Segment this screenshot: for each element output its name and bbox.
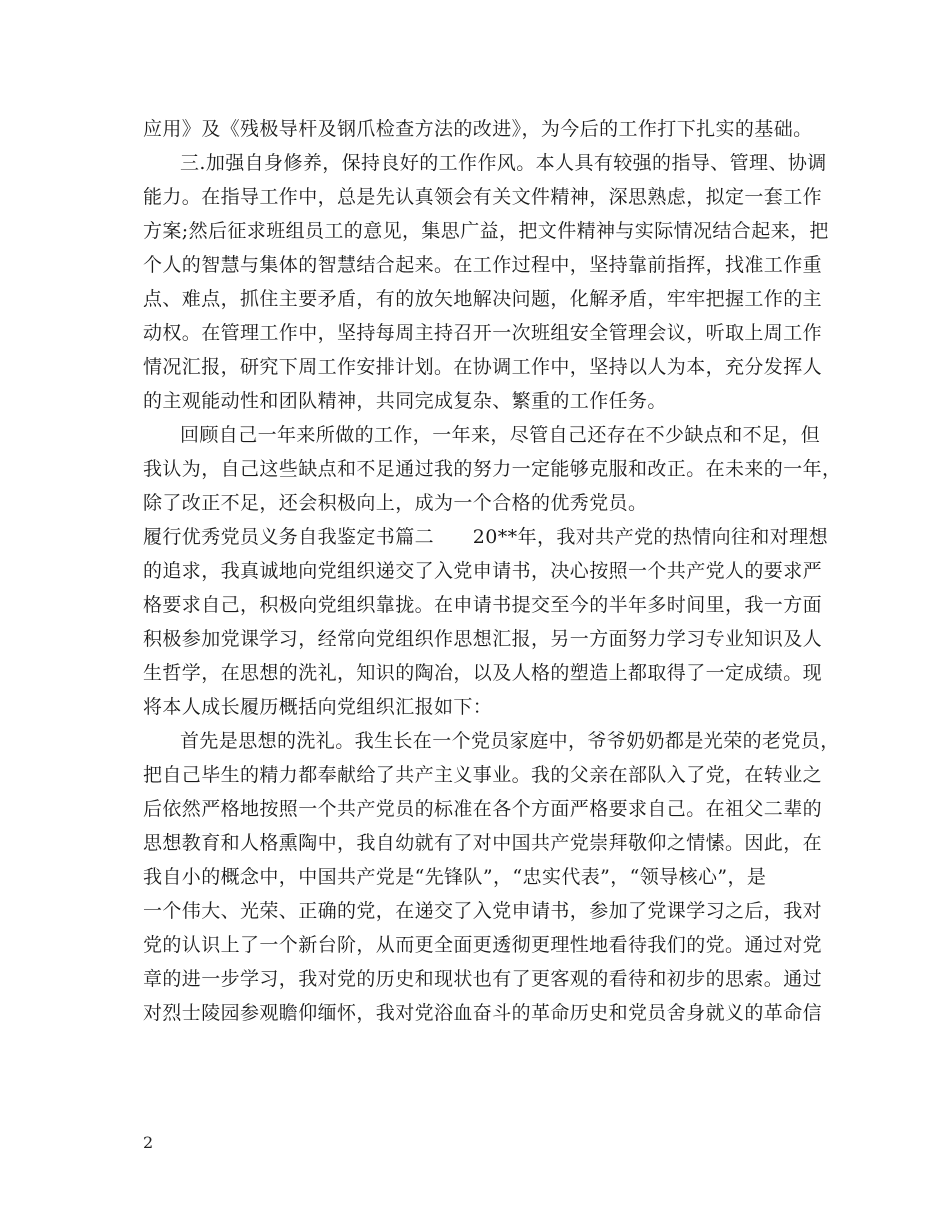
text-line: 应用》及《残极导杆及钢爪检查方法的改进》，为今后的工作打下扎实的基础。 bbox=[143, 118, 813, 140]
text-line: 把自己毕生的精力都奉献给了共产主义事业。我的父亲在部队入了党，在转业之 bbox=[143, 764, 823, 786]
text-line: 动权。在管理工作中，坚持每周主持召开一次班组安全管理会议，听取上周工作 bbox=[143, 322, 823, 344]
text-line: 后依然严格地按照一个共产党员的标准在各个方面严格要求自己。在祖父二辈的 bbox=[143, 798, 823, 820]
text-line: 三.加强自身修养，保持良好的工作作风。本人具有较强的指导、管理、协调 bbox=[180, 152, 827, 174]
text-line: 能力。在指导工作中，总是先认真领会有关文件精神，深思熟虑，拟定一套工作 bbox=[143, 186, 823, 208]
text-line: 对烈士陵园参观瞻仰缅怀，我对党浴血奋斗的革命历史和党员舍身就义的革命信 bbox=[143, 1002, 823, 1024]
text-line: 情况汇报，研究下周工作安排计划。在协调工作中，坚持以人为本，充分发挥人 bbox=[143, 356, 823, 378]
text-line: 生哲学，在思想的洗礼，知识的陶冶，以及人格的塑造上都取得了一定成绩。现 bbox=[143, 662, 823, 684]
text-line: 党的认识上了一个新台阶，从而更全面更透彻更理性地看待我们的党。通过对党 bbox=[143, 934, 823, 956]
text-line: 一个伟大、光荣、正确的党，在递交了入党申请书，参加了党课学习之后，我对 bbox=[143, 900, 823, 922]
page-number: 2 bbox=[143, 1133, 154, 1152]
text-line: 的追求，我真诚地向党组织递交了入党申请书，决心按照一个共产党人的要求严 bbox=[143, 560, 823, 582]
text-line: 章的进一步学习，我对党的历史和现状也有了更客观的看待和初步的思索。通过 bbox=[143, 968, 823, 990]
text-line: 将本人成长履历概括向党组织汇报如下： bbox=[143, 696, 493, 718]
text-line: 思想教育和人格熏陶中，我自幼就有了对中国共产党崇拜敬仰之情愫。因此，在 bbox=[143, 832, 823, 854]
text-line: 个人的智慧与集体的智慧结合起来。在工作过程中，坚持靠前指挥，找准工作重 bbox=[143, 254, 823, 276]
text-line: 除了改正不足，还会积极向上，成为一个合格的优秀党员。 bbox=[143, 492, 648, 514]
text-line: 我认为，自己这些缺点和不足通过我的努力一定能够克服和改正。在未来的一年， bbox=[143, 458, 842, 480]
text-line: 格要求自己，积极向党组织靠拢。在申请书提交至今的半年多时间里，我一方面 bbox=[143, 594, 823, 616]
text-line: 我自小的概念中，中国共产党是“先锋队”，“忠实代表”，“领导核心”，是 bbox=[143, 866, 767, 888]
text-line: 回顾自己一年来所做的工作，一年来，尽管自己还存在不少缺点和不足，但 bbox=[180, 424, 821, 446]
text-line: 方案;然后征求班组员工的意见，集思广益，把文件精神与实际情况结合起来，把 bbox=[143, 220, 829, 242]
text-line: 积极参加党课学习，经常向党组织作思想汇报，另一方面努力学习专业知识及人 bbox=[143, 628, 823, 650]
text-line: 的主观能动性和团队精神，共同完成复杂、繁重的工作任务。 bbox=[143, 390, 667, 412]
text-line: 点、难点，抓住主要矛盾，有的放矢地解决问题，化解矛盾，牢牢把握工作的主 bbox=[143, 288, 823, 310]
section-heading-line: 履行优秀党员义务自我鉴定书篇二 20**年，我对共产党的热情向往和对理想 bbox=[143, 526, 828, 548]
text-line: 首先是思想的洗礼。我生长在一个党员家庭中，爷爷奶奶都是光荣的老党员， bbox=[180, 730, 840, 752]
